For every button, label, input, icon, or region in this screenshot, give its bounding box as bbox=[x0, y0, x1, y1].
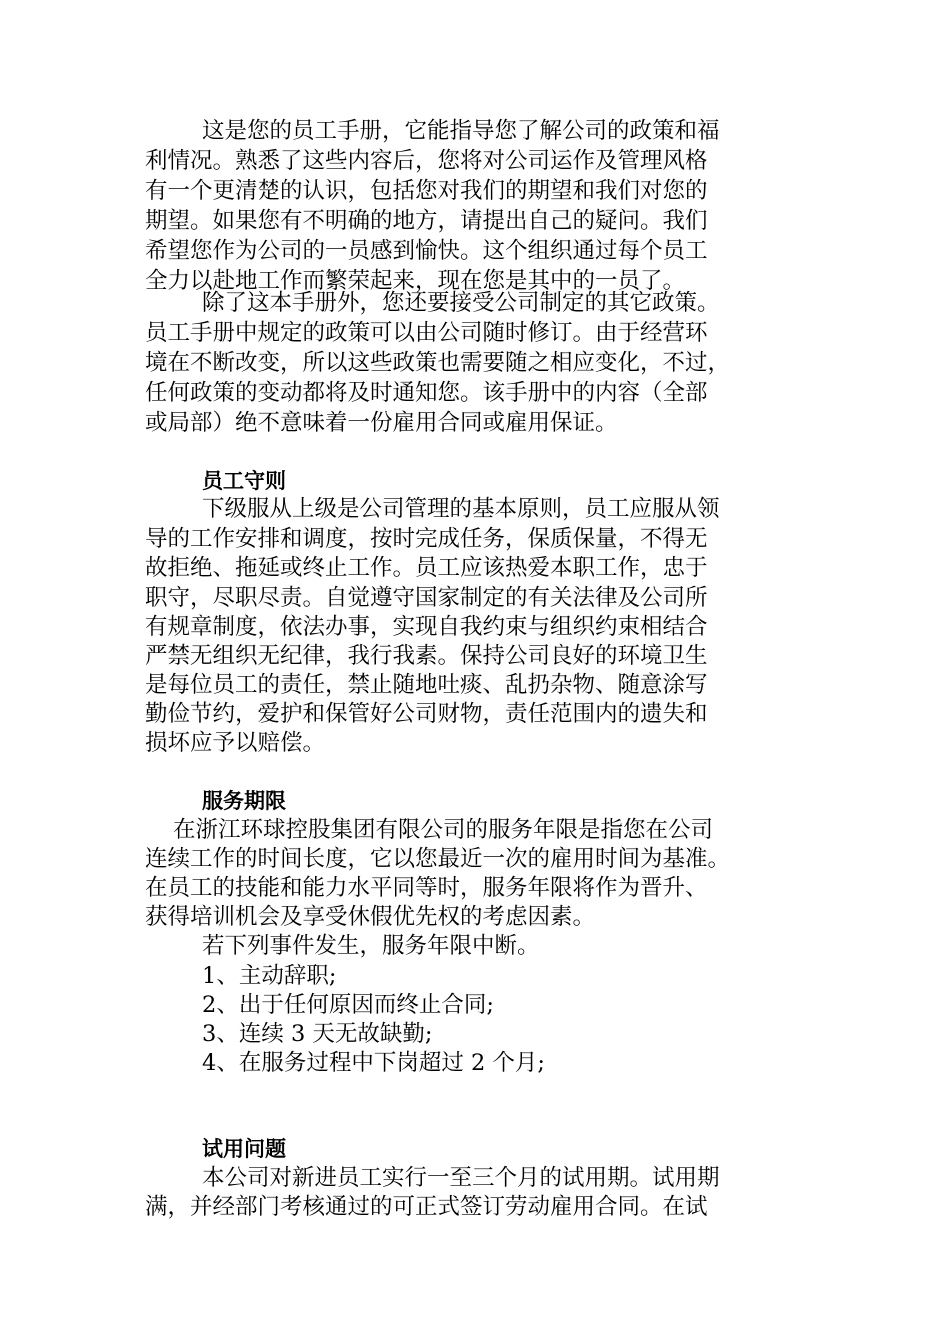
probation-line-1: 本公司对新进员工实行一至三个月的试用期。试用期 bbox=[202, 1165, 720, 1191]
rules-line-6: 严禁无组织无纪律，我行我素。保持公司良好的环境卫生 bbox=[145, 643, 708, 669]
intro-p2-line-1: 除了这本手册外，您还要接受公司制定的其它政策。 bbox=[202, 290, 720, 316]
service-line-4: 获得培训机会及享受休假优先权的考虑因素。 bbox=[145, 904, 596, 930]
intro-p2-line-3: 境在不断改变，所以这些政策也需要随之相应变化，不过， bbox=[145, 350, 731, 376]
probation-heading: 试用问题 bbox=[202, 1136, 286, 1161]
intro-p1-line-3: 有一个更清楚的认识，包括您对我们的期望和我们对您的 bbox=[145, 178, 708, 204]
rules-line-4: 职守，尽职尽责。自觉遵守国家制定的有关法律及公司所 bbox=[145, 585, 708, 611]
rules-line-2: 导的工作安排和调度，按时完成任务，保质保量，不得无 bbox=[145, 526, 708, 552]
rules-line-1: 下级服从上级是公司管理的基本原则，员工应服从领 bbox=[202, 496, 720, 522]
service-item-3: 3、连续 3 天无故缺勤; bbox=[202, 1021, 433, 1047]
rules-line-5: 有规章制度，依法办事，实现自我约束与组织约束相结合 bbox=[145, 614, 708, 640]
intro-p1-line-6: 全力以赴地工作而繁荣起来，现在您是其中的一员了。 bbox=[145, 268, 686, 294]
intro-p2-line-4: 任何政策的变动都将及时通知您。该手册中的内容（全部 bbox=[145, 380, 708, 406]
intro-p1-line-5: 希望您作为公司的一员感到愉快。这个组织通过每个员工 bbox=[145, 238, 708, 264]
rules-line-8: 勤俭节约，爱护和保管好公司财物，责任范围内的遗失和 bbox=[145, 701, 708, 727]
intro-p2-line-5: 或局部）绝不意味着一份雇用合同或雇用保证。 bbox=[145, 410, 618, 436]
intro-p1-line-2: 利情况。熟悉了这些内容后，您将对公司运作及管理风格 bbox=[145, 148, 708, 174]
intro-p2-line-2: 员工手册中规定的政策可以由公司随时修订。由于经营环 bbox=[145, 320, 708, 346]
probation-line-2: 满，并经部门考核通过的可正式签订劳动雇用合同。在试 bbox=[145, 1194, 708, 1220]
service-heading: 服务期限 bbox=[202, 788, 286, 813]
service-item-1: 1、主动辞职; bbox=[202, 963, 337, 989]
rules-line-7: 是每位员工的责任，禁止随地吐痰、乱扔杂物、随意涂写 bbox=[145, 672, 708, 698]
rules-heading: 员工守则 bbox=[202, 468, 286, 493]
service-line-3: 在员工的技能和能力水平同等时，服务年限将作为晋升、 bbox=[145, 875, 708, 901]
intro-p1-line-1: 这是您的员工手册，它能指导您了解公司的政策和福 bbox=[202, 118, 720, 144]
service-interrupt-intro: 若下列事件发生，服务年限中断。 bbox=[202, 933, 540, 959]
rules-line-9: 损坏应予以赔偿。 bbox=[145, 730, 326, 756]
rules-line-3: 故拒绝、拖延或终止工作。员工应该热爱本职工作，忠于 bbox=[145, 555, 708, 581]
document-page bbox=[145, 0, 810, 1344]
intro-p1-line-4: 期望。如果您有不明确的地方，请提出自己的疑问。我们 bbox=[145, 208, 708, 234]
service-line-2: 连续工作的时间长度，它以您最近一次的雇用时间为基准。 bbox=[145, 846, 731, 872]
service-item-4: 4、在服务过程中下岗超过 2 个月; bbox=[202, 1050, 546, 1076]
service-line-1: 在浙江环球控股集团有限公司的服务年限是指您在公司 bbox=[173, 817, 714, 843]
service-item-2: 2、出于任何原因而终止合同; bbox=[202, 992, 494, 1018]
